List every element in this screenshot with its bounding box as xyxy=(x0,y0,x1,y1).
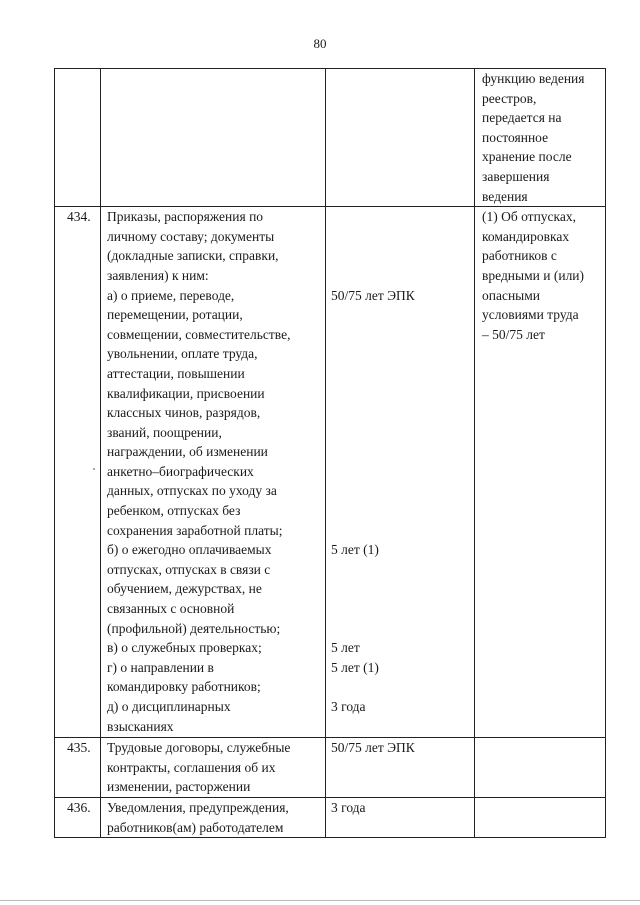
table-row xyxy=(55,797,606,837)
retention-term: 50/75 лет ЭПК xyxy=(326,738,475,798)
note xyxy=(475,738,606,798)
note: функцию ведения реестров, передается на постоянное хранение после завершения ведения xyxy=(475,69,606,207)
retention-term: 3 года xyxy=(326,797,475,837)
retention-term xyxy=(326,69,475,207)
table-row xyxy=(55,738,606,798)
document-title: Уведомления, предупреждения, работников(ам) работодателем xyxy=(101,797,326,837)
document-title: Трудовые договоры, служебные контракты, соглашения об их изменении, расторжении xyxy=(101,738,326,798)
table-row xyxy=(55,207,606,738)
article-number: 435. xyxy=(55,738,101,798)
retention-term: 50/75 лет ЭПК 5 лет (1) 5 лет 5 лет (1) 3 года xyxy=(326,207,475,738)
note xyxy=(475,797,606,837)
retention-schedule-table xyxy=(54,68,606,838)
article-number xyxy=(55,69,101,207)
scan-artifact xyxy=(93,468,95,470)
note: (1) Об отпусках, командировках работников с вредными и (или) опасными условиями труда – 50/75 лет xyxy=(475,207,606,738)
article-number: 436. xyxy=(55,797,101,837)
table-row xyxy=(55,69,606,207)
document-title xyxy=(101,69,326,207)
page-edge-line xyxy=(0,900,640,901)
page-number: 80 xyxy=(313,36,327,51)
document-title: Приказы, распоряжения по личному составу; документы (докладные записки, справки, заявления) к ним: а) о приеме, переводе, перемещении, ротации, совмещении, совместительстве, увольнении, оплате труда, аттестации, повышении квалификации, присвоении классных чинов, разрядов, званий, поощрении, награждении, об изменении анкетно–биографических данных, отпусках по уходу за ребенком, отпусках без сохранения заработной платы; б) о ежегодно оплачиваемых отпусках, отпусках в связи с обучением, дежурствах, не связанных с основной (профильной) деятельностью; в) о служебных проверках; г) о направлении в командировку работников; д) о дисциплинарных взысканиях xyxy=(101,207,326,738)
article-number: 434. xyxy=(55,207,101,738)
